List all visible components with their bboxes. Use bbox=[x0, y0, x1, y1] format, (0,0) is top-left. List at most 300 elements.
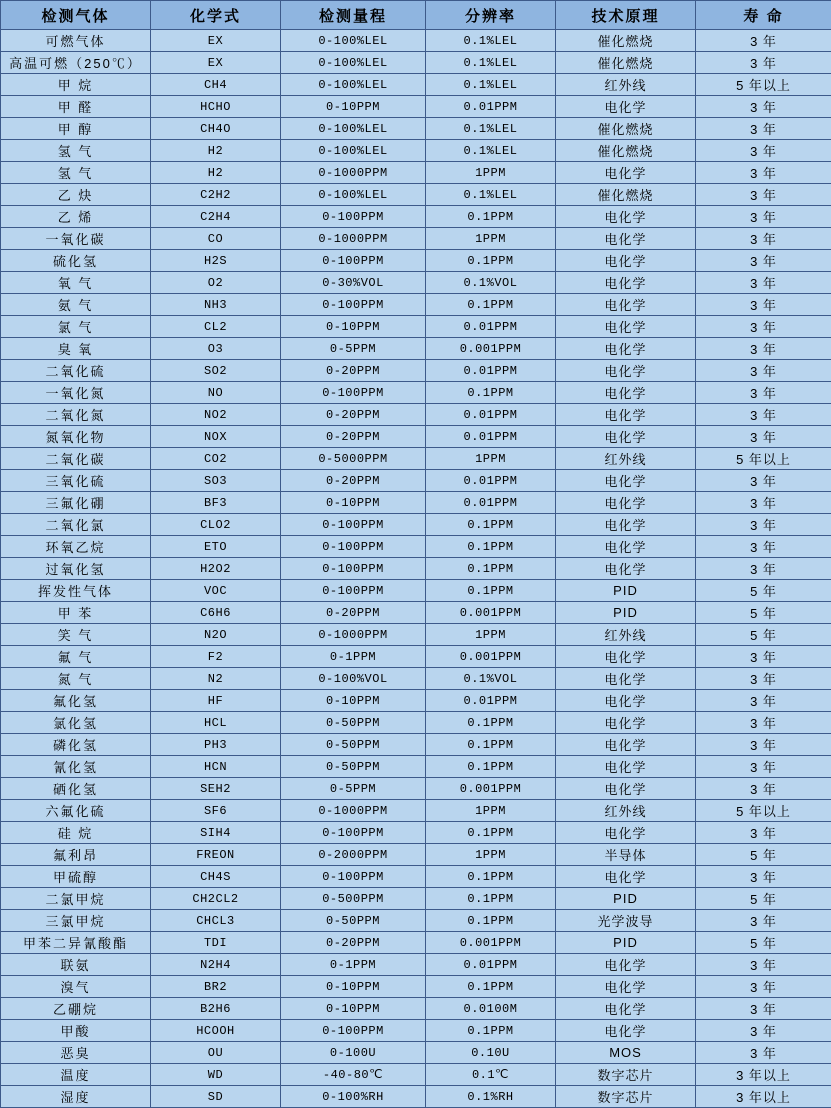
cell-technology: 数字芯片 bbox=[556, 1086, 696, 1108]
cell-chemical-formula: OU bbox=[151, 1042, 281, 1064]
cell-gas-name: 高温可燃（250℃） bbox=[1, 52, 151, 74]
cell-chemical-formula: C2H2 bbox=[151, 184, 281, 206]
cell-resolution: 0.1PPM bbox=[426, 250, 556, 272]
cell-resolution: 0.001PPM bbox=[426, 778, 556, 800]
table-row bbox=[1, 184, 831, 206]
cell-technology: 电化学 bbox=[556, 206, 696, 228]
cell-detection-range: 0-100%VOL bbox=[281, 668, 426, 690]
cell-chemical-formula: VOC bbox=[151, 580, 281, 602]
table-row bbox=[1, 580, 831, 602]
cell-resolution: 0.1PPM bbox=[426, 976, 556, 998]
cell-lifetime: 3 年 bbox=[696, 734, 831, 756]
cell-gas-name: 二氯甲烷 bbox=[1, 888, 151, 910]
cell-detection-range: 0-20PPM bbox=[281, 426, 426, 448]
cell-gas-name: 一氧化氮 bbox=[1, 382, 151, 404]
table-row bbox=[1, 558, 831, 580]
cell-technology: 电化学 bbox=[556, 426, 696, 448]
cell-chemical-formula: C6H6 bbox=[151, 602, 281, 624]
cell-detection-range: 0-1PPM bbox=[281, 954, 426, 976]
cell-gas-name: 甲 苯 bbox=[1, 602, 151, 624]
cell-chemical-formula: NH3 bbox=[151, 294, 281, 316]
table-row bbox=[1, 162, 831, 184]
table-row bbox=[1, 360, 831, 382]
cell-lifetime: 3 年 bbox=[696, 316, 831, 338]
cell-lifetime: 3 年 bbox=[696, 206, 831, 228]
cell-detection-range: 0-1PPM bbox=[281, 646, 426, 668]
cell-lifetime: 3 年 bbox=[696, 668, 831, 690]
cell-chemical-formula: CHCL3 bbox=[151, 910, 281, 932]
cell-technology: 电化学 bbox=[556, 272, 696, 294]
cell-resolution: 0.01PPM bbox=[426, 96, 556, 118]
cell-chemical-formula: SF6 bbox=[151, 800, 281, 822]
cell-chemical-formula: EX bbox=[151, 52, 281, 74]
cell-resolution: 0.1%VOL bbox=[426, 668, 556, 690]
table-row bbox=[1, 30, 831, 52]
table-header-row bbox=[1, 1, 831, 30]
cell-technology: PID bbox=[556, 602, 696, 624]
table-row bbox=[1, 844, 831, 866]
table-row bbox=[1, 404, 831, 426]
cell-resolution: 0.1PPM bbox=[426, 536, 556, 558]
cell-lifetime: 3 年 bbox=[696, 514, 831, 536]
cell-resolution: 0.1%VOL bbox=[426, 272, 556, 294]
cell-lifetime: 5 年 bbox=[696, 932, 831, 954]
cell-resolution: 0.1PPM bbox=[426, 558, 556, 580]
cell-resolution: 0.001PPM bbox=[426, 338, 556, 360]
cell-chemical-formula: BF3 bbox=[151, 492, 281, 514]
cell-detection-range: 0-20PPM bbox=[281, 360, 426, 382]
cell-gas-name: 氨 气 bbox=[1, 294, 151, 316]
table-row bbox=[1, 470, 831, 492]
cell-detection-range: 0-100%LEL bbox=[281, 118, 426, 140]
cell-technology: 红外线 bbox=[556, 800, 696, 822]
cell-lifetime: 3 年 bbox=[696, 1020, 831, 1042]
cell-gas-name: 乙 炔 bbox=[1, 184, 151, 206]
cell-gas-name: 一氧化碳 bbox=[1, 228, 151, 250]
cell-technology: 催化燃烧 bbox=[556, 30, 696, 52]
cell-chemical-formula: H2S bbox=[151, 250, 281, 272]
cell-lifetime: 3 年 bbox=[696, 470, 831, 492]
cell-lifetime: 5 年 bbox=[696, 602, 831, 624]
cell-resolution: 0.1%LEL bbox=[426, 118, 556, 140]
cell-resolution: 1PPM bbox=[426, 448, 556, 470]
table-row bbox=[1, 756, 831, 778]
cell-technology: 电化学 bbox=[556, 668, 696, 690]
table-row bbox=[1, 646, 831, 668]
cell-gas-name: 氯化氢 bbox=[1, 712, 151, 734]
cell-lifetime: 3 年 bbox=[696, 558, 831, 580]
header-detection-range: 检测量程 bbox=[281, 1, 426, 30]
cell-resolution: 0.1PPM bbox=[426, 294, 556, 316]
cell-detection-range: 0-100%LEL bbox=[281, 184, 426, 206]
cell-detection-range: 0-20PPM bbox=[281, 932, 426, 954]
cell-gas-name: 臭 氧 bbox=[1, 338, 151, 360]
cell-technology: 电化学 bbox=[556, 954, 696, 976]
cell-chemical-formula: C2H4 bbox=[151, 206, 281, 228]
header-technology: 技术原理 bbox=[556, 1, 696, 30]
cell-technology: 电化学 bbox=[556, 228, 696, 250]
cell-chemical-formula: HF bbox=[151, 690, 281, 712]
cell-resolution: 0.1PPM bbox=[426, 734, 556, 756]
cell-resolution: 1PPM bbox=[426, 800, 556, 822]
cell-gas-name: 三氟化硼 bbox=[1, 492, 151, 514]
cell-detection-range: 0-20PPM bbox=[281, 602, 426, 624]
cell-technology: MOS bbox=[556, 1042, 696, 1064]
cell-technology: 数字芯片 bbox=[556, 1064, 696, 1086]
cell-chemical-formula: H2 bbox=[151, 140, 281, 162]
table-row bbox=[1, 206, 831, 228]
cell-chemical-formula: CL2 bbox=[151, 316, 281, 338]
cell-gas-name: 联氨 bbox=[1, 954, 151, 976]
table-row bbox=[1, 778, 831, 800]
cell-detection-range: 0-10PPM bbox=[281, 96, 426, 118]
cell-chemical-formula: SIH4 bbox=[151, 822, 281, 844]
table-row bbox=[1, 690, 831, 712]
cell-chemical-formula: SO3 bbox=[151, 470, 281, 492]
cell-gas-name: 氰化氢 bbox=[1, 756, 151, 778]
cell-detection-range: 0-100PPM bbox=[281, 1020, 426, 1042]
cell-lifetime: 3 年 bbox=[696, 272, 831, 294]
cell-detection-range: 0-100%LEL bbox=[281, 30, 426, 52]
cell-lifetime: 3 年 bbox=[696, 712, 831, 734]
table-row bbox=[1, 1042, 831, 1064]
cell-technology: 催化燃烧 bbox=[556, 52, 696, 74]
cell-chemical-formula: HCOOH bbox=[151, 1020, 281, 1042]
cell-technology: 电化学 bbox=[556, 492, 696, 514]
cell-detection-range: 0-100PPM bbox=[281, 580, 426, 602]
cell-gas-name: 甲 醇 bbox=[1, 118, 151, 140]
cell-detection-range: 0-5PPM bbox=[281, 778, 426, 800]
cell-gas-name: 氟 气 bbox=[1, 646, 151, 668]
cell-gas-name: 恶臭 bbox=[1, 1042, 151, 1064]
cell-lifetime: 3 年 bbox=[696, 250, 831, 272]
cell-resolution: 0.1PPM bbox=[426, 866, 556, 888]
cell-technology: 电化学 bbox=[556, 822, 696, 844]
cell-detection-range: 0-2000PPM bbox=[281, 844, 426, 866]
cell-chemical-formula: NO2 bbox=[151, 404, 281, 426]
cell-resolution: 0.1PPM bbox=[426, 382, 556, 404]
cell-resolution: 0.1%LEL bbox=[426, 52, 556, 74]
table-row bbox=[1, 800, 831, 822]
cell-resolution: 0.1%LEL bbox=[426, 74, 556, 96]
cell-resolution: 0.01PPM bbox=[426, 426, 556, 448]
cell-lifetime: 3 年 bbox=[696, 492, 831, 514]
cell-chemical-formula: SD bbox=[151, 1086, 281, 1108]
cell-technology: 电化学 bbox=[556, 690, 696, 712]
cell-chemical-formula: N2H4 bbox=[151, 954, 281, 976]
cell-chemical-formula: CH4S bbox=[151, 866, 281, 888]
table-row bbox=[1, 1086, 831, 1108]
cell-detection-range: 0-5PPM bbox=[281, 338, 426, 360]
cell-gas-name: 六氟化硫 bbox=[1, 800, 151, 822]
cell-lifetime: 3 年 bbox=[696, 30, 831, 52]
cell-resolution: 1PPM bbox=[426, 228, 556, 250]
cell-resolution: 0.10U bbox=[426, 1042, 556, 1064]
cell-technology: 电化学 bbox=[556, 756, 696, 778]
cell-detection-range: 0-100PPM bbox=[281, 536, 426, 558]
cell-technology: 光学波导 bbox=[556, 910, 696, 932]
cell-chemical-formula: CLO2 bbox=[151, 514, 281, 536]
cell-technology: 红外线 bbox=[556, 624, 696, 646]
cell-technology: 催化燃烧 bbox=[556, 118, 696, 140]
cell-resolution: 0.0100M bbox=[426, 998, 556, 1020]
cell-technology: 电化学 bbox=[556, 338, 696, 360]
cell-chemical-formula: SEH2 bbox=[151, 778, 281, 800]
cell-technology: 电化学 bbox=[556, 536, 696, 558]
cell-lifetime: 3 年 bbox=[696, 118, 831, 140]
cell-lifetime: 3 年 bbox=[696, 338, 831, 360]
table-row bbox=[1, 426, 831, 448]
cell-lifetime: 3 年 bbox=[696, 976, 831, 998]
cell-technology: 电化学 bbox=[556, 470, 696, 492]
header-lifetime: 寿 命 bbox=[696, 1, 831, 30]
cell-detection-range: 0-10PPM bbox=[281, 976, 426, 998]
table-row bbox=[1, 602, 831, 624]
table-row bbox=[1, 382, 831, 404]
cell-detection-range: 0-1000PPM bbox=[281, 624, 426, 646]
cell-lifetime: 3 年 bbox=[696, 228, 831, 250]
cell-lifetime: 3 年 bbox=[696, 646, 831, 668]
table-body bbox=[1, 30, 831, 1108]
cell-chemical-formula: WD bbox=[151, 1064, 281, 1086]
cell-technology: 半导体 bbox=[556, 844, 696, 866]
cell-chemical-formula: N2 bbox=[151, 668, 281, 690]
cell-technology: 电化学 bbox=[556, 998, 696, 1020]
cell-lifetime: 5 年 bbox=[696, 580, 831, 602]
cell-resolution: 0.01PPM bbox=[426, 404, 556, 426]
cell-technology: 电化学 bbox=[556, 1020, 696, 1042]
cell-lifetime: 3 年 bbox=[696, 96, 831, 118]
cell-gas-name: 二氧化氯 bbox=[1, 514, 151, 536]
cell-detection-range: 0-100%LEL bbox=[281, 52, 426, 74]
cell-gas-name: 氮 气 bbox=[1, 668, 151, 690]
cell-detection-range: 0-50PPM bbox=[281, 712, 426, 734]
cell-technology: 电化学 bbox=[556, 250, 696, 272]
cell-technology: PID bbox=[556, 580, 696, 602]
table-row bbox=[1, 448, 831, 470]
cell-lifetime: 5 年 bbox=[696, 624, 831, 646]
cell-lifetime: 3 年 bbox=[696, 140, 831, 162]
cell-resolution: 1PPM bbox=[426, 844, 556, 866]
cell-technology: 电化学 bbox=[556, 558, 696, 580]
cell-gas-name: 氟化氢 bbox=[1, 690, 151, 712]
cell-technology: 电化学 bbox=[556, 162, 696, 184]
table-row bbox=[1, 514, 831, 536]
cell-gas-name: 温度 bbox=[1, 1064, 151, 1086]
table-row bbox=[1, 734, 831, 756]
cell-lifetime: 5 年 bbox=[696, 844, 831, 866]
cell-gas-name: 三氧化硫 bbox=[1, 470, 151, 492]
header-gas-name: 检测气体 bbox=[1, 1, 151, 30]
cell-technology: 电化学 bbox=[556, 96, 696, 118]
table-row bbox=[1, 228, 831, 250]
cell-chemical-formula: CO2 bbox=[151, 448, 281, 470]
cell-technology: 电化学 bbox=[556, 316, 696, 338]
cell-chemical-formula: TDI bbox=[151, 932, 281, 954]
cell-chemical-formula: O3 bbox=[151, 338, 281, 360]
cell-chemical-formula: EX bbox=[151, 30, 281, 52]
table-row bbox=[1, 932, 831, 954]
cell-detection-range: 0-20PPM bbox=[281, 404, 426, 426]
cell-chemical-formula: HCL bbox=[151, 712, 281, 734]
cell-lifetime: 3 年 bbox=[696, 822, 831, 844]
cell-lifetime: 3 年 bbox=[696, 1042, 831, 1064]
table-row bbox=[1, 250, 831, 272]
table-row bbox=[1, 118, 831, 140]
cell-resolution: 0.01PPM bbox=[426, 492, 556, 514]
cell-lifetime: 3 年 bbox=[696, 360, 831, 382]
cell-resolution: 0.01PPM bbox=[426, 690, 556, 712]
cell-detection-range: 0-100PPM bbox=[281, 206, 426, 228]
table-row bbox=[1, 624, 831, 646]
cell-gas-name: 湿度 bbox=[1, 1086, 151, 1108]
cell-detection-range: 0-100PPM bbox=[281, 866, 426, 888]
cell-gas-name: 甲酸 bbox=[1, 1020, 151, 1042]
cell-resolution: 0.1PPM bbox=[426, 712, 556, 734]
cell-detection-range: 0-100PPM bbox=[281, 382, 426, 404]
cell-lifetime: 3 年 bbox=[696, 184, 831, 206]
table-row bbox=[1, 822, 831, 844]
cell-lifetime: 3 年 bbox=[696, 404, 831, 426]
cell-gas-name: 硅 烷 bbox=[1, 822, 151, 844]
cell-chemical-formula: BR2 bbox=[151, 976, 281, 998]
table-row bbox=[1, 954, 831, 976]
cell-lifetime: 5 年以上 bbox=[696, 800, 831, 822]
cell-chemical-formula: H2O2 bbox=[151, 558, 281, 580]
cell-resolution: 0.1PPM bbox=[426, 1020, 556, 1042]
cell-lifetime: 5 年以上 bbox=[696, 74, 831, 96]
cell-resolution: 0.1PPM bbox=[426, 910, 556, 932]
cell-gas-name: 甲苯二异氰酸酯 bbox=[1, 932, 151, 954]
table-row bbox=[1, 272, 831, 294]
cell-lifetime: 3 年 bbox=[696, 998, 831, 1020]
cell-lifetime: 3 年 bbox=[696, 756, 831, 778]
cell-technology: 电化学 bbox=[556, 976, 696, 998]
cell-detection-range: 0-50PPM bbox=[281, 734, 426, 756]
cell-resolution: 0.1℃ bbox=[426, 1064, 556, 1086]
cell-gas-name: 氢 气 bbox=[1, 162, 151, 184]
cell-technology: 电化学 bbox=[556, 382, 696, 404]
cell-chemical-formula: PH3 bbox=[151, 734, 281, 756]
cell-chemical-formula: SO2 bbox=[151, 360, 281, 382]
cell-technology: 电化学 bbox=[556, 866, 696, 888]
table-row bbox=[1, 294, 831, 316]
cell-detection-range: 0-500PPM bbox=[281, 888, 426, 910]
table-row bbox=[1, 74, 831, 96]
table-header bbox=[1, 1, 831, 30]
cell-technology: 电化学 bbox=[556, 360, 696, 382]
cell-gas-name: 氢 气 bbox=[1, 140, 151, 162]
cell-detection-range: 0-1000PPM bbox=[281, 228, 426, 250]
cell-lifetime: 5 年 bbox=[696, 888, 831, 910]
cell-resolution: 0.001PPM bbox=[426, 602, 556, 624]
cell-lifetime: 3 年 bbox=[696, 910, 831, 932]
cell-lifetime: 3 年 bbox=[696, 52, 831, 74]
cell-gas-name: 乙硼烷 bbox=[1, 998, 151, 1020]
cell-gas-name: 过氧化氢 bbox=[1, 558, 151, 580]
cell-resolution: 0.1%LEL bbox=[426, 140, 556, 162]
cell-gas-name: 笑 气 bbox=[1, 624, 151, 646]
cell-gas-name: 乙 烯 bbox=[1, 206, 151, 228]
table-row bbox=[1, 888, 831, 910]
table-row bbox=[1, 976, 831, 998]
cell-detection-range: 0-50PPM bbox=[281, 756, 426, 778]
cell-lifetime: 3 年 bbox=[696, 690, 831, 712]
cell-gas-name: 溴气 bbox=[1, 976, 151, 998]
cell-gas-name: 甲 醛 bbox=[1, 96, 151, 118]
cell-resolution: 1PPM bbox=[426, 624, 556, 646]
cell-detection-range: 0-5000PPM bbox=[281, 448, 426, 470]
cell-detection-range: -40-80℃ bbox=[281, 1064, 426, 1086]
cell-gas-name: 三氯甲烷 bbox=[1, 910, 151, 932]
cell-gas-name: 二氧化碳 bbox=[1, 448, 151, 470]
cell-resolution: 0.01PPM bbox=[426, 360, 556, 382]
cell-technology: 红外线 bbox=[556, 448, 696, 470]
cell-chemical-formula: B2H6 bbox=[151, 998, 281, 1020]
cell-chemical-formula: FREON bbox=[151, 844, 281, 866]
cell-detection-range: 0-30%VOL bbox=[281, 272, 426, 294]
cell-chemical-formula: H2 bbox=[151, 162, 281, 184]
cell-gas-name: 氮氧化物 bbox=[1, 426, 151, 448]
header-resolution: 分辨率 bbox=[426, 1, 556, 30]
cell-resolution: 0.1PPM bbox=[426, 580, 556, 602]
cell-detection-range: 0-100%LEL bbox=[281, 74, 426, 96]
cell-gas-name: 磷化氢 bbox=[1, 734, 151, 756]
cell-technology: 电化学 bbox=[556, 514, 696, 536]
cell-technology: PID bbox=[556, 888, 696, 910]
table-row bbox=[1, 96, 831, 118]
table-row bbox=[1, 316, 831, 338]
cell-technology: 电化学 bbox=[556, 712, 696, 734]
cell-detection-range: 0-10PPM bbox=[281, 690, 426, 712]
cell-resolution: 0.01PPM bbox=[426, 470, 556, 492]
cell-detection-range: 0-20PPM bbox=[281, 470, 426, 492]
cell-resolution: 0.1PPM bbox=[426, 206, 556, 228]
cell-detection-range: 0-100%LEL bbox=[281, 140, 426, 162]
cell-detection-range: 0-100PPM bbox=[281, 514, 426, 536]
cell-resolution: 0.1PPM bbox=[426, 514, 556, 536]
cell-resolution: 0.1%LEL bbox=[426, 30, 556, 52]
table-row bbox=[1, 910, 831, 932]
cell-lifetime: 3 年 bbox=[696, 536, 831, 558]
cell-detection-range: 0-1000PPM bbox=[281, 162, 426, 184]
cell-technology: 电化学 bbox=[556, 734, 696, 756]
cell-detection-range: 0-100PPM bbox=[281, 294, 426, 316]
table-row bbox=[1, 668, 831, 690]
table-row bbox=[1, 998, 831, 1020]
table-row bbox=[1, 712, 831, 734]
cell-detection-range: 0-100PPM bbox=[281, 558, 426, 580]
table-row bbox=[1, 1020, 831, 1042]
table-row bbox=[1, 52, 831, 74]
cell-gas-name: 氟利昂 bbox=[1, 844, 151, 866]
cell-chemical-formula: F2 bbox=[151, 646, 281, 668]
cell-lifetime: 3 年 bbox=[696, 294, 831, 316]
cell-resolution: 0.1%LEL bbox=[426, 184, 556, 206]
table-row bbox=[1, 866, 831, 888]
cell-gas-name: 可燃气体 bbox=[1, 30, 151, 52]
cell-detection-range: 0-100U bbox=[281, 1042, 426, 1064]
cell-detection-range: 0-10PPM bbox=[281, 998, 426, 1020]
cell-resolution: 0.1PPM bbox=[426, 888, 556, 910]
table-row bbox=[1, 492, 831, 514]
cell-chemical-formula: O2 bbox=[151, 272, 281, 294]
cell-lifetime: 3 年以上 bbox=[696, 1064, 831, 1086]
cell-gas-name: 氧 气 bbox=[1, 272, 151, 294]
cell-resolution: 0.1PPM bbox=[426, 756, 556, 778]
cell-chemical-formula: HCN bbox=[151, 756, 281, 778]
cell-lifetime: 3 年 bbox=[696, 162, 831, 184]
